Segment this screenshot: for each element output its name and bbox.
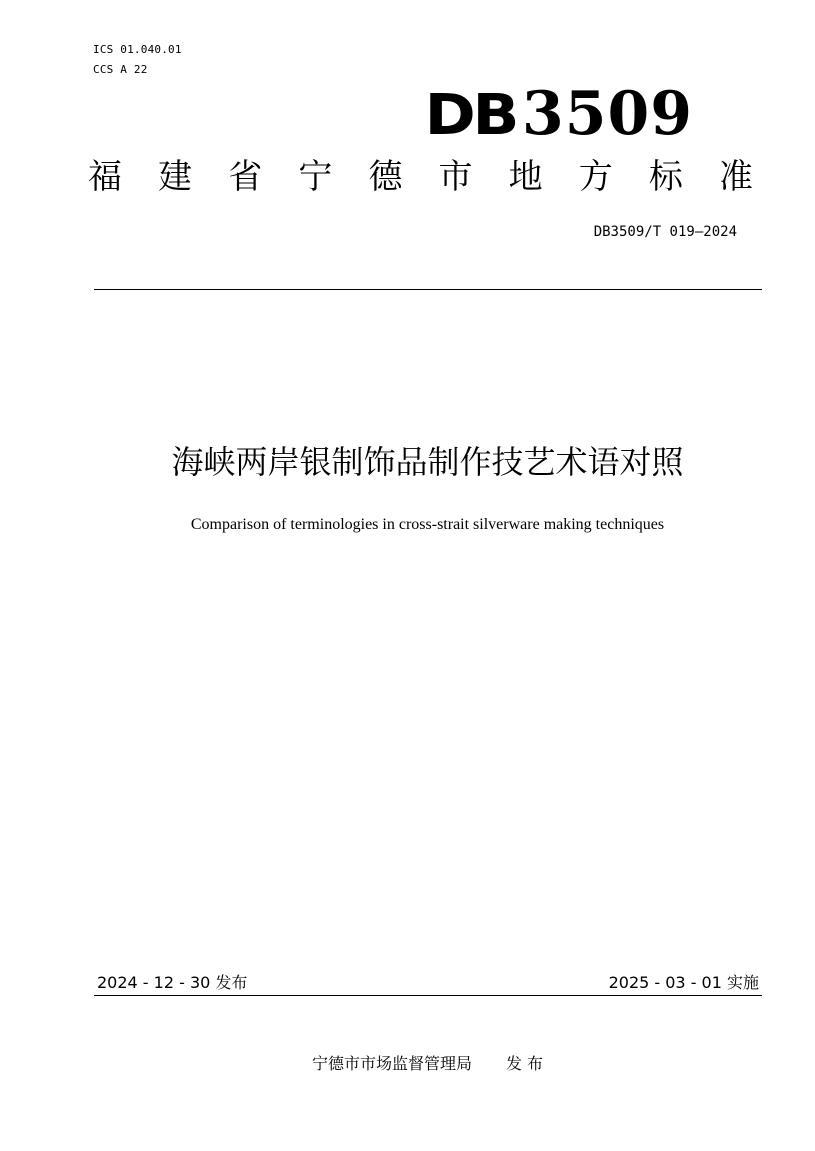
issuer-title-char: 市 [438,157,473,197]
issuer-title-char: 方 [578,157,613,197]
issuer-title-char: 德 [368,157,403,197]
issuer-title [88,155,753,199]
effective-date: 2025 - 03 - 01 实施 [608,973,759,992]
publisher-line [0,1053,815,1075]
standard-logo [424,76,693,149]
document-title-english: Comparison of terminologies in cross-strait silverware making techniques [190,516,665,533]
issuer-title-char: 地 [508,157,543,197]
ccs-code: CCS A 22 [93,63,148,76]
issuer-title-char: 宁 [298,157,333,197]
issuer-title-char: 准 [718,157,753,197]
logo-number: 3509 [522,79,693,149]
bottom-divider [94,995,762,996]
issuer-title-char: 建 [158,157,193,197]
publisher-name: 宁德市市场监督管理局 [311,1054,472,1073]
issuer-title-char: 省 [228,157,263,197]
ics-code: ICS 01.040.01 [93,43,182,56]
issuer-title-char: 标 [648,157,683,197]
document-code: DB3509/T 019—2024 [593,224,737,240]
top-divider [94,289,762,290]
logo-prefix: DB [424,83,516,148]
issuer-title-char: 福 [88,157,122,197]
document-title-chinese: 海峡两岸银制饰品制作技艺术语对照 [171,443,684,481]
issue-date: 2024 - 12 - 30 发布 [97,973,248,992]
publisher-action: 发 布 [505,1054,544,1073]
